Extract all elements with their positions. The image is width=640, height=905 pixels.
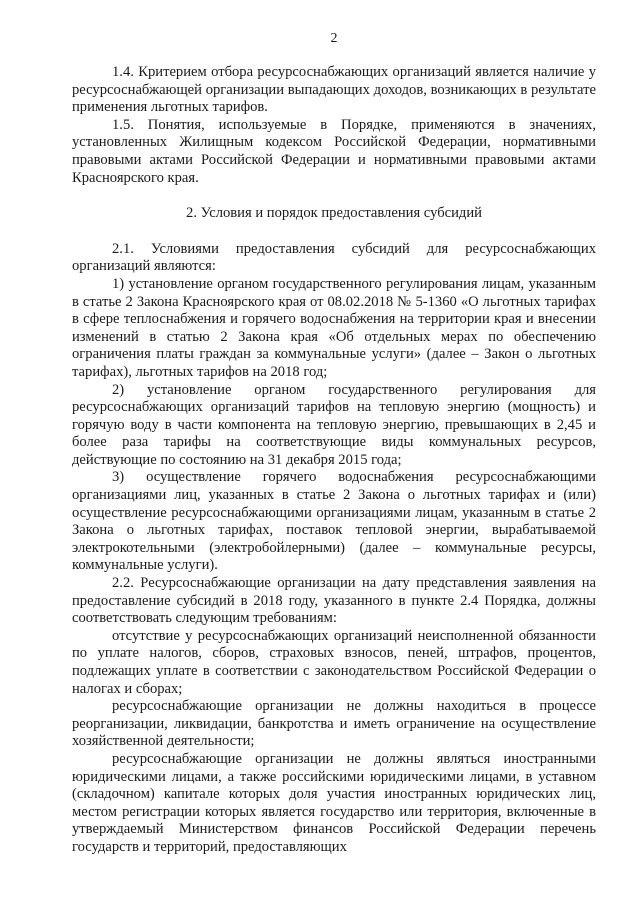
document-page (72, 30, 596, 857)
paragraph-condition-3: 3) осуществление горячего водоснабжения ресурсоснабжающими организациями лиц, указанных в статье 2 Закона о льготных тарифах и (или) осуществление ресурсоснабжающими организациями лицам, указанным в статье 2 Закона о льготных тарифах, поставок тепловой энергии, вырабатываемой электрокотельными (электробойлерными) (далее – коммунальные ресурсы, коммунальные услуги). (72, 469, 596, 574)
paragraph-1-4: 1.4. Критерием отбора ресурсоснабжающих организаций является наличие у ресурсоснабжающей организации выпадающих доходов, возникающих в результате применения льготных тарифов. (72, 64, 596, 116)
paragraph-2-2: 2.2. Ресурсоснабжающие организации на дату представления заявления на предоставление субсидий в 2018 году, указанного в пункте 2.4 Порядка, должны соответствовать следующим требованиям: (72, 575, 596, 627)
section-heading: 2. Условия и порядок предоставления субсидий (186, 205, 482, 222)
paragraph-condition-2: 2) установление органом государственного регулирования для ресурсоснабжающих организаций тарифов на тепловую энергию (мощность) и горячую воду в части компонента на тепловую энергию, превышающих в 2,45 и более раза тарифы на соответствующие виды коммунальных ресурсов, действующие по состоянию на 31 декабря 2015 года; (72, 381, 596, 468)
paragraph-requirement-taxes: отсутствие у ресурсоснабжающих организаций неисполненной обязанности по уплате налогов, сборов, страховых взносов, пеней, штрафов, процентов, подлежащих уплате в соответствии с законодательством Российской Федерации о налогах и сборах; (72, 627, 596, 697)
paragraph-1-5: 1.5. Понятия, используемые в Порядке, применяются в значениях, установленных Жилищным кодексом Российской Федерации, нормативными правовыми актами Российской Федерации и нормативными правовыми актами Красноярского края. (72, 116, 596, 186)
paragraph-condition-1: 1) установление органом государственного регулирования лицам, указанным в статье 2 Закона Красноярского края от 08.02.2018 № 5-1360 «О льготных тарифах в сфере теплоснабжения и горячего водоснабжения на территории края и внесении изменений в статью 2 Закона края «Об отдельных мерах по обеспечению ограничения платы граждан за коммунальные услуги» (далее – Закон о льготных тарифах), льготных тарифов на 2018 год; (72, 275, 596, 380)
paragraph-requirement-reorganization: ресурсоснабжающие организации не должны находиться в процессе реорганизации, ликвидации, банкротства и иметь ограничение на осуществление хозяйственной деятельности; (72, 698, 596, 750)
paragraph-requirement-foreign: ресурсоснабжающие организации не должны являться иностранными юридическими лицами, а также российскими юридическими лицами, в уставном (складочном) капитале которых доля участия иностранных юридических лиц, местом регистрации которых является государство или территория, включенные в утверждаемый Министерством финансов Российской Федерации перечень государств и территорий, предоставляющих (72, 750, 596, 855)
paragraph-2-1: 2.1. Условиями предоставления субсидий для ресурсоснабжающих организаций являются: (72, 240, 596, 275)
page-number: 2 (330, 31, 338, 46)
